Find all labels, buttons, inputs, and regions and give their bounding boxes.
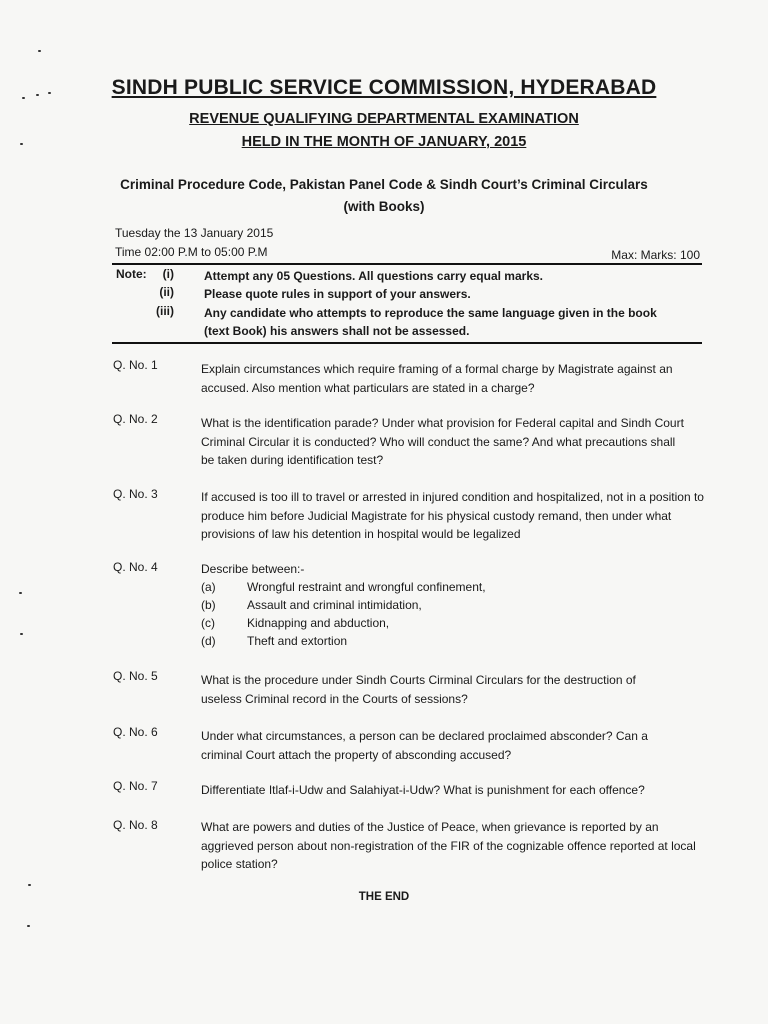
scan-speck	[28, 884, 31, 886]
part-label: (a)	[201, 580, 216, 594]
question-text: Under what circumstances, a person can be declared proclaimed absconder? Can a criminal Court attach the property of absconding accused?	[201, 729, 648, 762]
note-heading: Note:	[116, 267, 147, 281]
question-text: Differentiate Itlaf-i-Udw and Salahiyat-i-Udw? What is punishment for each offence?	[201, 783, 645, 797]
exam-title: REVENUE QUALIFYING DEPARTMENTAL EXAMINATION	[189, 111, 579, 127]
scan-speck	[20, 633, 23, 635]
exam-session: HELD IN THE MONTH OF JANUARY, 2015	[241, 134, 527, 150]
question-text: What is the procedure under Sindh Courts Cirminal Circulars for the destruction of useless Criminal record in the Courts of sessions?	[201, 673, 636, 706]
question-number: Q. No. 4	[113, 560, 158, 574]
divider-top	[112, 263, 702, 265]
part-text: Wrongful restraint and wrongful confinement,	[247, 580, 486, 594]
question-part	[201, 578, 486, 596]
paper-books-note: (with Books)	[343, 199, 425, 214]
question-number: Q. No. 3	[113, 487, 158, 501]
question-number: Q. No. 2	[113, 412, 158, 426]
part-label: (d)	[201, 634, 216, 648]
part-text: Theft and extortion	[247, 634, 348, 648]
question-number: Q. No. 5	[113, 669, 158, 683]
question-text: What are powers and duties of the Justice of Peace, when grievance is reported by an aggrieved person about non-registration of the FIR of the cognizable offence reported at local police station?	[201, 820, 696, 871]
divider-bottom	[112, 342, 702, 344]
part-text: Assault and criminal intimidation,	[247, 598, 422, 612]
commission-title: SINDH PUBLIC SERVICE COMMISSION, HYDERABAD	[111, 76, 657, 99]
end-marker: THE END	[358, 891, 410, 903]
question-part	[201, 614, 389, 632]
note-text: Attempt any 05 Questions. All questions carry equal marks.	[204, 269, 543, 283]
note-number: (ii)	[159, 285, 174, 299]
note-text: Any candidate who attempts to reproduce the same language given in the book (text Book) his answers shall not be assessed.	[204, 306, 657, 338]
question-part	[201, 632, 347, 650]
exam-date: Tuesday the 13 January 2015	[115, 226, 274, 240]
note-number: (iii)	[156, 304, 174, 318]
note-text: Please quote rules in support of your answers.	[204, 287, 471, 301]
scan-speck	[38, 50, 41, 52]
question-number: Q. No. 7	[113, 779, 158, 793]
question-number: Q. No. 6	[113, 725, 158, 739]
part-label: (b)	[201, 598, 216, 612]
question-text: If accused is too ill to travel or arrested in injured condition and hospitalized, not in a position to produce him before Judicial Magistrate for his physical custody remand, then under what provisions of law his detention in hospital would be legalized	[201, 490, 704, 541]
question-part	[201, 596, 422, 614]
question-number: Q. No. 1	[113, 358, 158, 372]
exam-time: Time 02:00 P.M to 05:00 P.M	[115, 245, 268, 259]
part-text: Kidnapping and abduction,	[247, 616, 390, 630]
question-text: What is the identification parade? Under what provision for Federal capital and Sindh Court Criminal Circular it is conducted? Who will conduct the same? And what precautions shall be taken during identification test?	[201, 416, 684, 467]
question-text: Describe between:-	[201, 562, 305, 576]
question-number: Q. No. 8	[113, 818, 158, 832]
scan-speck	[19, 592, 22, 594]
paper-subject: Criminal Procedure Code, Pakistan Panel Code & Sindh Court’s Criminal Circulars	[120, 177, 648, 192]
part-label: (c)	[201, 616, 215, 630]
note-number: (i)	[162, 267, 174, 281]
question-text: Explain circumstances which require framing of a formal charge by Magistrate against an accused. Also mention what particulars are stated in a charge?	[201, 362, 673, 395]
scan-speck	[27, 925, 30, 927]
max-marks: Max: Marks: 100	[611, 248, 700, 262]
